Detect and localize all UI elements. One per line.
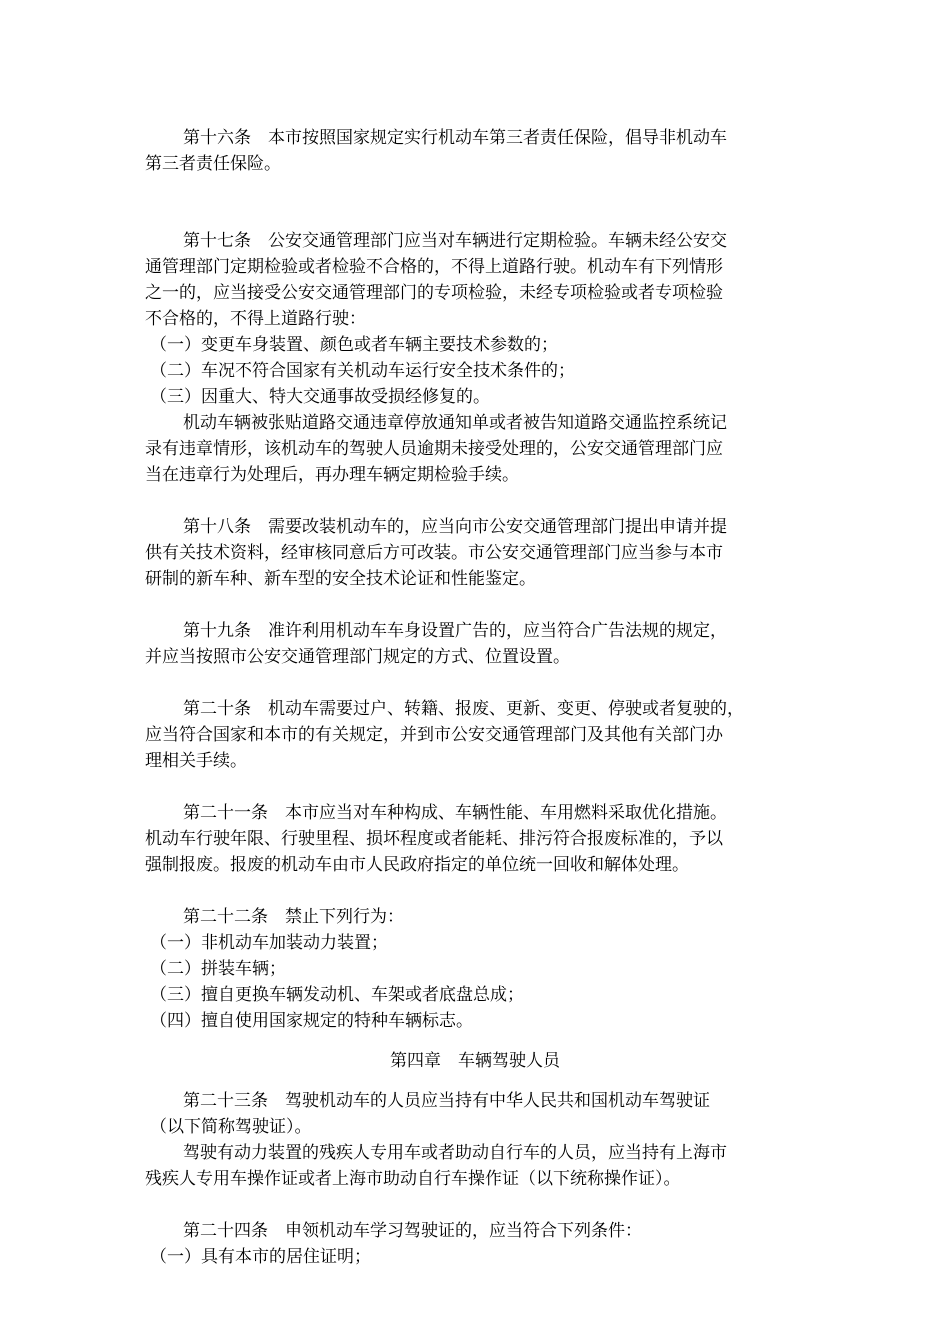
article-17-line-1: 第十七条 公安交通管理部门应当对车辆进行定期检验。车辆未经公安交 [183,231,727,251]
article-22-item-1: （一）非机动车加装动力装置； [150,933,388,953]
article-17-para2-line-2: 录有违章情形，该机动车的驾驶人员逾期未接受处理的，公安交通管理部门应 [145,439,723,459]
article-18-line-1: 第十八条 需要改装机动车的，应当向市公安交通管理部门提出申请并提 [183,517,727,537]
article-18-line-2: 供有关技术资料，经审核同意后方可改装。市公安交通管理部门应当参与本市 [145,543,723,563]
article-17-line-4: 不合格的，不得上道路行驶： [145,309,366,329]
article-22-item-4: （四）擅自使用国家规定的特种车辆标志。 [150,1011,473,1031]
article-17-item-1: （一）变更车身装置、颜色或者车辆主要技术参数的； [150,335,558,355]
article-19-line-2: 并应当按照市公安交通管理部门规定的方式、位置设置。 [145,647,570,667]
article-20-line-2: 应当符合国家和本市的有关规定，并到市公安交通管理部门及其他有关部门办 [145,725,723,745]
article-16-line-2: 第三者责任保险。 [145,154,281,174]
article-17-para2-line-3: 当在违章行为处理后，再办理车辆定期检验手续。 [145,465,519,485]
article-23-para2-line-1: 驾驶有动力装置的残疾人专用车或者助动自行车的人员，应当持有上海市 [183,1143,727,1163]
article-22-item-2: （二）拼装车辆； [150,959,286,979]
article-22-item-3: （三）擅自更换车辆发动机、车架或者底盘总成； [150,985,524,1005]
article-17-item-2: （二）车况不符合国家有关机动车运行安全技术条件的； [150,361,575,381]
article-20-line-3: 理相关手续。 [145,751,247,771]
article-17-line-3: 之一的，应当接受公安交通管理部门的专项检验，未经专项检验或者专项检验 [145,283,723,303]
article-23-line-2: （以下简称驾驶证）。 [150,1117,312,1137]
article-24-line-1: 第二十四条 申领机动车学习驾驶证的，应当符合下列条件： [183,1221,642,1241]
article-21-line-2: 机动车行驶年限、行驶里程、损坏程度或者能耗、排污符合报废标准的，予以 [145,829,723,849]
article-16-line-1: 第十六条 本市按照国家规定实行机动车第三者责任保险，倡导非机动车 [183,128,727,148]
article-17-para2-line-1: 机动车辆被张贴道路交通违章停放通知单或者被告知道路交通监控系统记 [183,413,727,433]
article-20-line-1: 第二十条 机动车需要过户、转籍、报废、更新、变更、停驶或者复驶的， [183,699,744,719]
article-23-para2-line-2: 残疾人专用车操作证或者上海市助动自行车操作证（以下统称操作证）。 [145,1169,681,1189]
article-23-line-1: 第二十三条 驾驶机动车的人员应当持有中华人民共和国机动车驾驶证 [183,1091,710,1111]
article-19-line-1: 第十九条 准许利用机动车车身设置广告的，应当符合广告法规的规定， [183,621,727,641]
article-21-line-3: 强制报废。报废的机动车由市人民政府指定的单位统一回收和解体处理。 [145,855,689,875]
chapter-heading: 第四章 车辆驾驶人员 [390,1051,560,1071]
article-24-item-1: （一）具有本市的居住证明； [150,1247,371,1267]
article-17-line-2: 通管理部门定期检验或者检验不合格的，不得上道路行驶。机动车有下列情形 [145,257,723,277]
article-17-item-3: （三）因重大、特大交通事故受损经修复的。 [150,387,490,407]
article-18-line-3: 研制的新车种、新车型的安全技术论证和性能鉴定。 [145,569,536,589]
article-21-line-1: 第二十一条 本市应当对车种构成、车辆性能、车用燃料采取优化措施。 [183,803,727,823]
article-22-line-1: 第二十二条 禁止下列行为： [183,907,404,927]
